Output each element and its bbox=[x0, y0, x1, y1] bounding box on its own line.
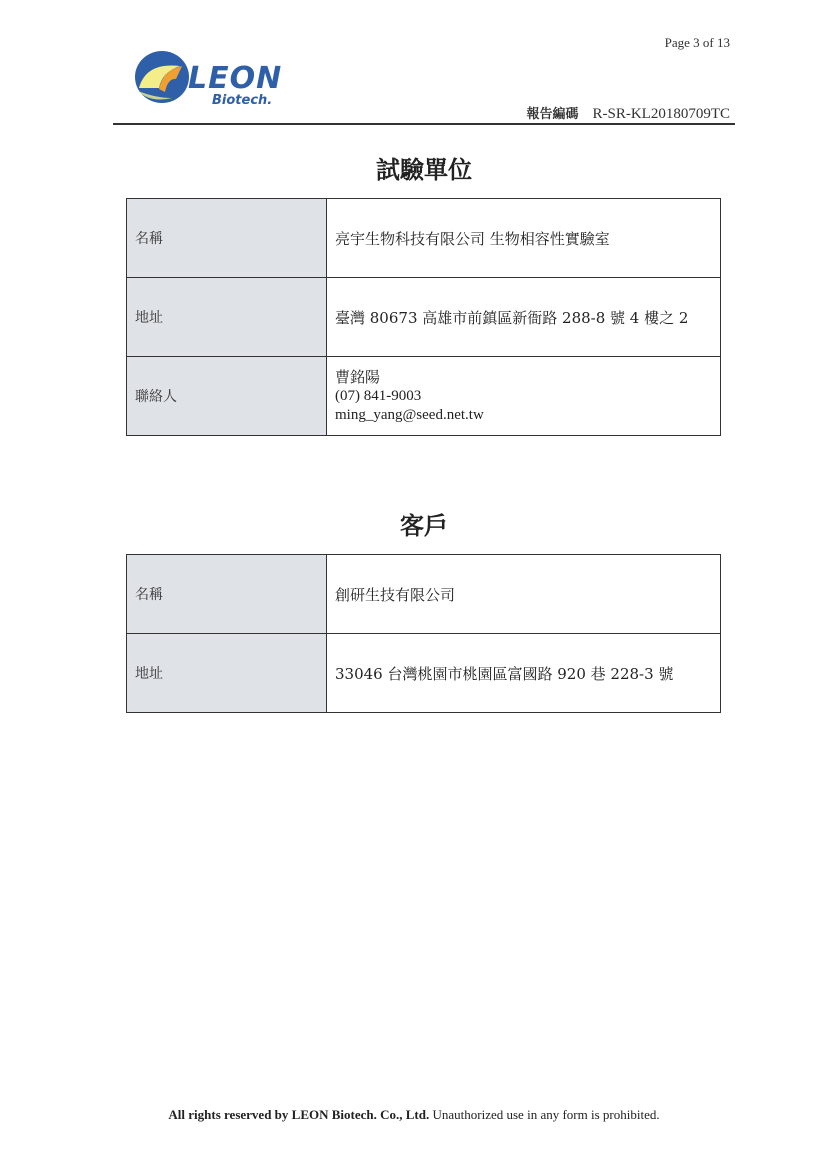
testing-unit-contact-value bbox=[327, 357, 721, 436]
testing-unit-address-value: 臺灣 80673 高雄市前鎮區新衙路 288-8 號 4 樓之 2 bbox=[327, 278, 721, 357]
logo-sub-text: Biotech. bbox=[212, 93, 273, 108]
logo-brand-text: LEON bbox=[188, 61, 283, 96]
report-number-label: 報告編碼 bbox=[526, 107, 579, 122]
testing-unit-title: 試驗單位 bbox=[376, 156, 472, 184]
header-divider bbox=[113, 123, 735, 125]
page-number: Page 3 of 13 bbox=[664, 35, 730, 50]
contact-phone: (07) 841-9003 bbox=[335, 387, 422, 404]
client-name-value: 創研生技有限公司 bbox=[327, 555, 721, 634]
client-table bbox=[126, 554, 721, 713]
report-number-value: R-SR-KL20180709TC bbox=[592, 106, 730, 122]
table-row bbox=[127, 634, 721, 713]
table-row bbox=[127, 555, 721, 634]
footer-rights-text: All rights reserved by LEON Biotech. Co., Ltd. bbox=[168, 1107, 430, 1122]
client-address-value: 33046 台灣桃園市桃園區富國路 920 巷 228-3 號 bbox=[327, 634, 721, 713]
report-number bbox=[440, 103, 730, 123]
testing-unit-name-value: 亮宇生物科技有限公司 生物相容性實驗室 bbox=[327, 199, 721, 278]
table-row bbox=[127, 357, 721, 436]
testing-unit-address-label: 地址 bbox=[127, 278, 327, 357]
client-title: 客戶 bbox=[400, 512, 448, 540]
testing-unit-table bbox=[126, 198, 721, 436]
leon-logo-icon bbox=[132, 48, 292, 108]
testing-unit-name-label: 名稱 bbox=[127, 199, 327, 278]
table-row bbox=[127, 278, 721, 357]
footer-warning-text: Unauthorized use in any form is prohibited. bbox=[432, 1107, 660, 1122]
table-row bbox=[127, 199, 721, 278]
leon-biotech-logo bbox=[132, 48, 292, 108]
client-name-label: 名稱 bbox=[127, 555, 327, 634]
footer-copyright bbox=[60, 1107, 768, 1123]
contact-name: 曹銘陽 bbox=[335, 367, 381, 386]
testing-unit-contact-label: 聯絡人 bbox=[127, 357, 327, 436]
client-address-label: 地址 bbox=[127, 634, 327, 713]
contact-email: ming_yang@seed.net.tw bbox=[335, 406, 484, 423]
